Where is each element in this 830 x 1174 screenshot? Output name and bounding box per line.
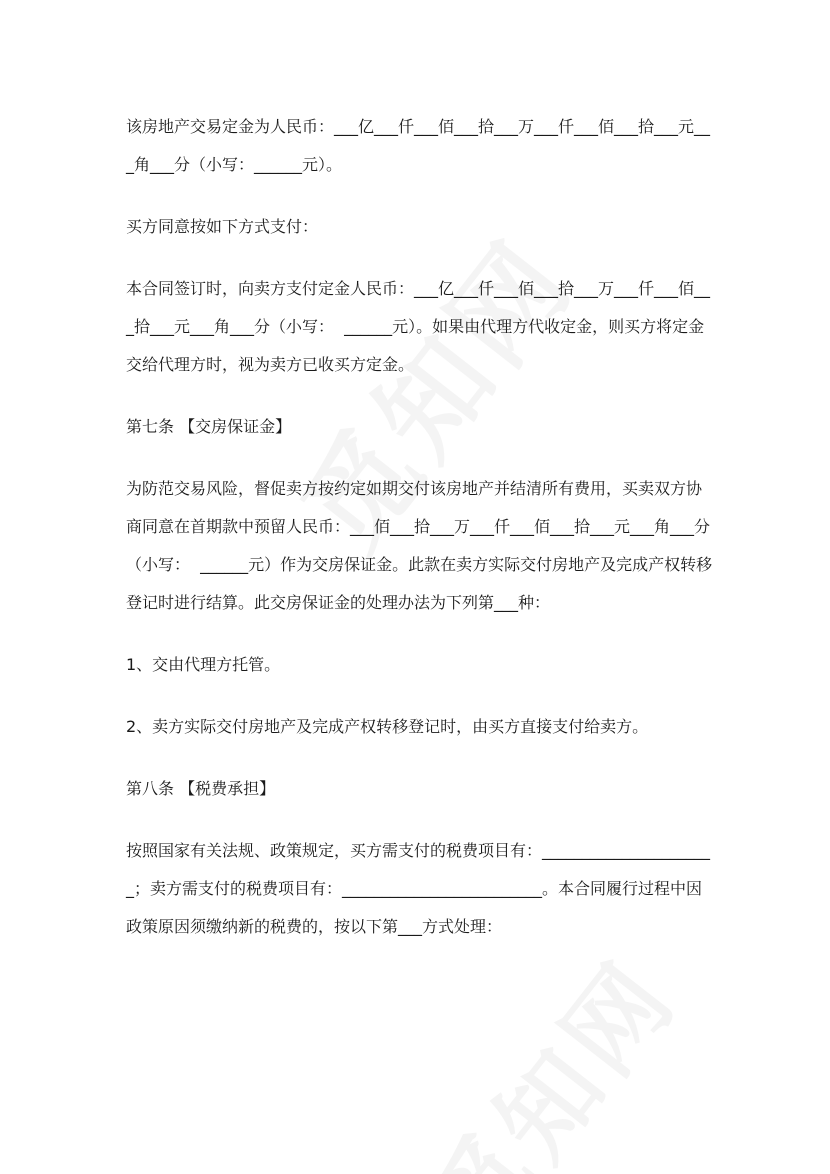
tax-paragraph: 按照国家有关法规、政策规定，买方需支付的税费项目有：______________________；卖方需支付的税费项目有：_________________________。本合同履行过程中因政策原因须缴纳新的税费的，按以下第___方式处理： [126, 841, 711, 936]
article-8-heading: 第八条 【税费承担】 [126, 779, 276, 798]
handover-deposit-paragraph: 为防范交易风险，督促卖方按约定如期交付该房地产并结清所有费用，买卖双方协商同意在首期款中预留人民币：___佰___拾___万___仟___佰___拾___元___角___分（小写： ______元）作为交房保证金。此款在卖方实际交付房地产及完成产权转移登记时进行结算。此交房保证金的处理办法为下列第___种： [126, 479, 713, 612]
payment-method-intro: 买方同意按如下方式支付： [126, 217, 319, 236]
option-2-item: 2、卖方实际交付房地产及完成产权转移登记时，由买方直接支付给卖方。 [126, 717, 649, 736]
article-7-heading: 第七条 【交房保证金】 [126, 417, 292, 436]
deposit-amount-paragraph: 该房地产交易定金为人民币：___亿___仟___佰___拾___万___仟___佰___拾___元___角___分（小写：______元）。 [126, 117, 711, 174]
option-1-item: 1、交由代理方托管。 [126, 655, 281, 674]
deposit-payment-paragraph: 本合同签订时，向卖方支付定金人民币：___亿___仟___佰___拾___万___仟___佰___拾___元___角___分（小写： ______元）。如果由代理方代收定金，则买方将定金交给代理方时，视为卖方已收买方定金。 [126, 279, 711, 374]
document-body [126, 108, 716, 946]
